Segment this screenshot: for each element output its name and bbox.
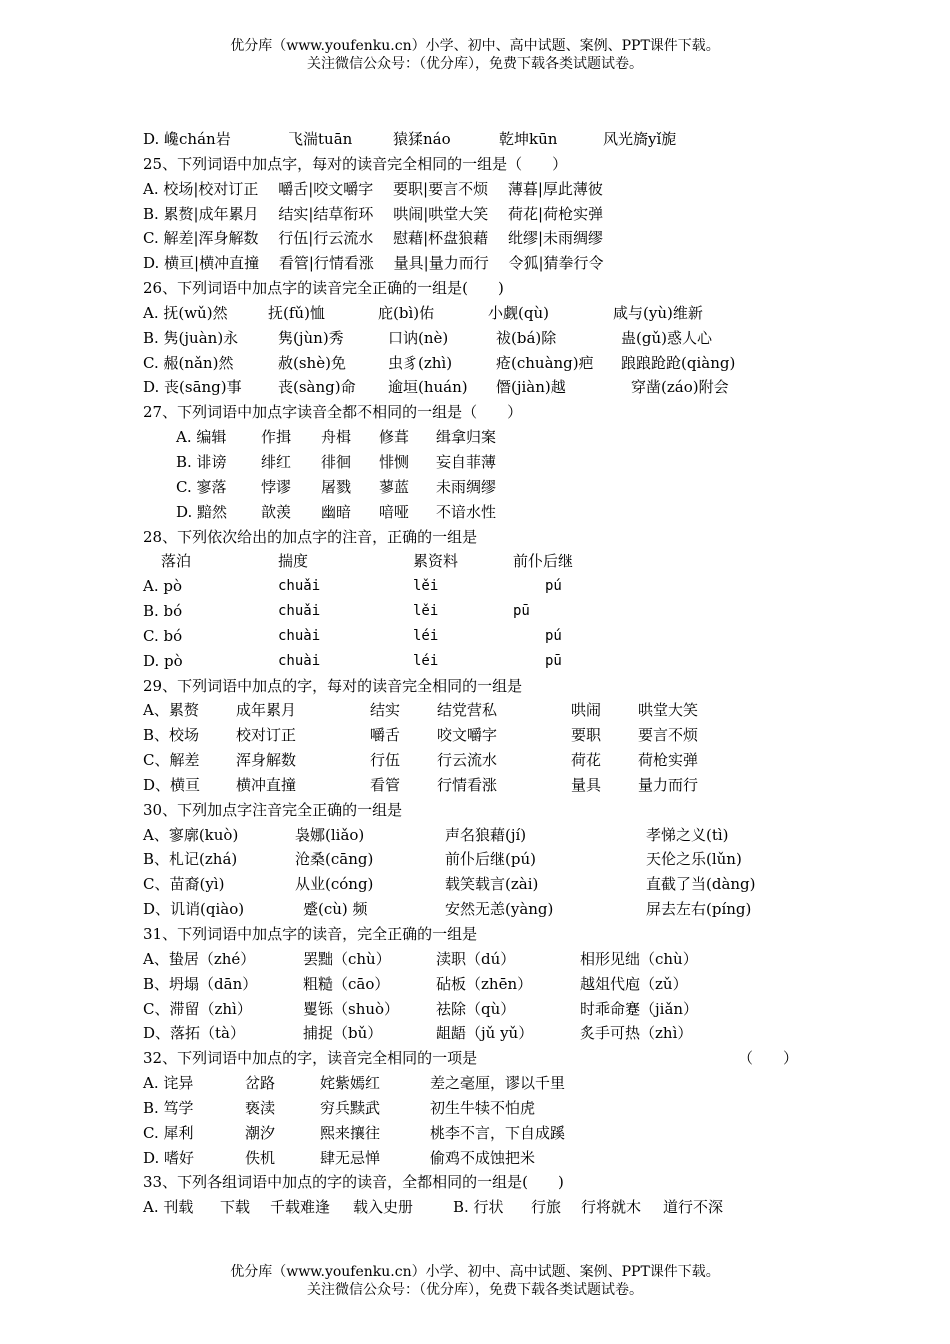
text-segment: 32、下列词语中加点的字，读音完全相同的一项是	[143, 1049, 478, 1068]
text-segment: 飞湍tuān	[288, 130, 353, 148]
text-segment: 绯红	[261, 452, 292, 471]
text-segment: 赦(shè)免	[278, 353, 346, 372]
text-line	[143, 574, 823, 599]
text-segment: C. 犀利	[143, 1123, 194, 1142]
text-segment: 舟楫	[321, 428, 352, 447]
text-segment: 穷兵黩武	[320, 1098, 381, 1117]
text-segment: C、苗裔(yì)	[143, 875, 225, 894]
text-segment: B、札记(zhá)	[143, 850, 238, 869]
text-segment: C. 赧(nǎn)然	[143, 353, 234, 372]
text-segment: 疮(chuàng)疤	[496, 353, 594, 372]
text-segment: 初生牛犊不怕虎	[430, 1098, 536, 1117]
page-header	[0, 37, 950, 73]
text-segment: B、坍塌（dān）	[143, 974, 258, 993]
text-line	[143, 922, 823, 947]
text-segment: 累资料	[413, 552, 459, 571]
text-line	[143, 1096, 823, 1121]
text-line	[143, 549, 823, 574]
text-segment: 行伍	[370, 751, 401, 770]
text-line	[143, 450, 823, 475]
text-segment: 隽(jùn)秀	[278, 328, 344, 347]
text-segment: B、校场	[143, 726, 200, 745]
text-segment: 前仆后继(pú)	[445, 850, 536, 869]
text-line	[143, 599, 823, 624]
text-segment: A. 刊载	[143, 1198, 194, 1217]
text-segment: D. 嗜好	[143, 1148, 195, 1167]
text-segment: 歆羡	[261, 502, 292, 521]
text-line	[143, 1071, 823, 1096]
text-segment: 罢黜（chù）	[303, 949, 391, 968]
question-content	[143, 127, 823, 1220]
text-segment: 咸与(yù)维新	[613, 303, 703, 322]
text-segment: 载入史册	[353, 1198, 414, 1217]
text-line	[143, 425, 823, 450]
text-line	[143, 351, 823, 376]
text-segment: chuǎi	[278, 578, 321, 595]
text-segment: 荷花	[571, 751, 602, 770]
text-segment: A. 诧异	[143, 1074, 194, 1093]
text-segment: C. bó	[143, 626, 183, 645]
text-line	[143, 500, 823, 525]
text-segment: 妄自菲薄	[436, 452, 497, 471]
text-line	[143, 649, 823, 674]
text-segment: D. 黯然	[176, 502, 228, 521]
text-segment: 幽暗	[321, 502, 352, 521]
text-segment: 乾坤kūn	[499, 130, 558, 148]
text-line	[143, 723, 823, 748]
text-line	[143, 127, 823, 152]
text-segment: 熙来攘往	[320, 1123, 381, 1142]
text-line	[143, 1170, 823, 1195]
text-segment: B. bó	[143, 602, 183, 621]
text-segment: 行情看涨	[437, 775, 498, 794]
text-segment: 差之毫厘，谬以千里	[430, 1074, 566, 1093]
text-segment: 行旅	[531, 1198, 562, 1217]
text-segment: 屠戮	[321, 477, 352, 496]
text-segment: 猿猱náo	[393, 130, 451, 148]
text-segment: D. 巉chán岩	[143, 130, 231, 148]
text-segment: 祓(bá)除	[496, 328, 557, 347]
text-line	[143, 1021, 823, 1046]
text-line	[143, 177, 823, 202]
text-segment: pú	[545, 627, 562, 644]
text-segment: chuài	[278, 652, 321, 669]
text-line	[143, 326, 823, 351]
text-segment: 载笑载言(zài)	[445, 875, 539, 894]
text-segment: lěi	[413, 603, 439, 620]
text-line	[143, 997, 823, 1022]
text-segment: 相形见绌（chù）	[580, 949, 698, 968]
text-line	[143, 375, 823, 400]
text-segment: 肆无忌惮	[320, 1148, 381, 1167]
text-segment: 27、下列词语中加点字读音全都不相同的一组是（ ）	[143, 403, 523, 422]
text-segment: 袅娜(liǎo)	[295, 825, 365, 844]
text-segment: 要言不烦	[638, 726, 699, 745]
text-segment: 荷枪实弹	[638, 751, 699, 770]
text-line	[143, 624, 823, 649]
text-segment: 佚机	[245, 1148, 276, 1167]
text-segment: 校对订正	[236, 726, 297, 745]
text-segment: 声名狼藉(jí)	[445, 825, 527, 844]
text-segment: 落泊	[161, 552, 192, 571]
text-segment: D. 丧(sāng)事	[143, 378, 242, 397]
text-segment: 道行不深	[663, 1198, 724, 1217]
text-segment: lěi	[413, 578, 439, 595]
text-segment: B. 隽(juàn)永	[143, 328, 239, 347]
text-segment: A、累赘	[143, 701, 199, 720]
text-segment: D. 横亘|横冲直撞 看管|行情看涨 量具|量力而行 令狐|猜拳行令	[143, 254, 604, 273]
text-segment: 直截了当(dàng)	[646, 875, 756, 894]
text-segment: chuǎi	[278, 603, 321, 620]
text-segment: 偷鸡不成蚀把米	[430, 1148, 536, 1167]
footer-line-2: 关注微信公众号：（优分库），免费下载各类试题试卷。	[307, 1282, 643, 1298]
text-segment: 25、下列词语中加点字，每对的读音完全相同的一组是（ ）	[143, 154, 568, 173]
text-line	[143, 475, 823, 500]
text-segment: A. 编辑	[176, 428, 227, 447]
text-segment: pū	[545, 652, 562, 669]
text-segment: 30、下列加点字注音完全正确的一组是	[143, 800, 403, 819]
text-segment: 嚼舌	[370, 726, 401, 745]
text-segment: A、蛰居（zhé）	[143, 949, 256, 968]
text-line	[143, 674, 823, 699]
text-line	[143, 1046, 823, 1071]
text-segment: 矍铄（shuò）	[303, 999, 400, 1018]
text-segment: 丧(sàng)命	[278, 378, 356, 397]
text-line	[143, 226, 823, 251]
text-segment: 沧桑(cāng)	[295, 850, 374, 869]
text-line	[143, 947, 823, 972]
text-segment: 未雨绸缪	[436, 477, 497, 496]
text-segment: 26、下列词语中加点字的读音完全正确的一组是( )	[143, 279, 504, 298]
text-segment: 蛊(gǔ)惑人心	[621, 328, 712, 347]
text-line	[143, 525, 823, 550]
text-segment: 29、下列词语中加点的字，每对的读音完全相同的一组是	[143, 676, 523, 695]
text-segment: 岔路	[245, 1074, 276, 1093]
text-segment: A. 抚(wǔ)然	[143, 303, 228, 322]
text-segment: A. pò	[143, 577, 183, 596]
text-line	[143, 152, 823, 177]
text-segment: 蓼蓝	[379, 477, 410, 496]
text-segment: C、滞留（zhì）	[143, 999, 252, 1018]
text-segment: C. 解差|浑身解数 行伍|行云流水 慰藉|杯盘狼藉 纰缪|未雨绸缪	[143, 229, 604, 248]
text-segment: 粗糙（cāo）	[303, 974, 390, 993]
text-segment: 天伦之乐(lǔn)	[646, 850, 742, 869]
text-segment: 时乖命蹇（jiǎn）	[580, 999, 699, 1018]
text-line	[143, 276, 823, 301]
text-segment: D、横亘	[143, 775, 201, 794]
text-segment: 要职	[571, 726, 602, 745]
text-segment: C、解差	[143, 751, 200, 770]
text-segment: 桃李不言，下自成蹊	[430, 1123, 566, 1142]
text-segment: 龃龉（jǔ yǔ）	[436, 1024, 534, 1043]
text-segment: 不谙水性	[436, 502, 497, 521]
text-segment: 咬文嚼字	[437, 726, 498, 745]
text-segment: 捕捉（bǔ）	[303, 1024, 383, 1043]
text-line	[143, 897, 823, 922]
text-segment: 作揖	[261, 428, 292, 447]
text-segment: B. 诽谤	[176, 452, 227, 471]
header-line-1: 优分库（www.youfenku.cn）小学、初中、高中试题、案例、PPT课件下载。	[230, 38, 720, 54]
text-segment: 徘徊	[321, 452, 352, 471]
text-segment: 砧板（zhēn）	[436, 974, 533, 993]
text-line	[143, 698, 823, 723]
text-segment: B. 笃学	[143, 1098, 194, 1117]
text-segment: 千载难逢	[270, 1198, 331, 1217]
text-segment: B. 累赘|成年累月 结实|结草衔环 哄闹|哄堂大笑 荷花|荷枪实弹	[143, 204, 604, 223]
text-line	[143, 251, 823, 276]
text-line	[143, 400, 823, 425]
text-segment: 下载	[220, 1198, 251, 1217]
text-segment: 庇(bì)佑	[378, 303, 435, 322]
page-footer	[0, 1263, 950, 1299]
text-segment: 炙手可热（zhì）	[580, 1024, 693, 1043]
text-segment: léi	[413, 627, 439, 644]
text-segment: 横冲直撞	[236, 775, 297, 794]
text-line	[143, 972, 823, 997]
text-segment: 渎职（dú）	[436, 949, 516, 968]
text-segment: A、寥廓(kuò)	[143, 825, 239, 844]
text-line	[143, 872, 823, 897]
text-segment: 看管	[370, 775, 401, 794]
text-segment: 祛除（qù）	[436, 999, 516, 1018]
text-segment: léi	[413, 652, 439, 669]
text-segment: 浑身解数	[236, 751, 297, 770]
text-segment: A. 校场|校对订正 嚼舌|咬文嚼字 要职|要言不烦 薄暮|厚此薄彼	[143, 179, 603, 198]
text-segment: 逾垣(huán)	[388, 378, 468, 397]
text-segment: 潮汐	[245, 1123, 276, 1142]
text-line	[143, 748, 823, 773]
text-segment: 结实	[370, 701, 401, 720]
text-segment: 前仆后继	[513, 552, 574, 571]
text-segment: B. 行状	[453, 1198, 504, 1217]
text-segment: 揣度	[278, 552, 309, 571]
text-segment: 缉拿归案	[436, 428, 497, 447]
text-segment: 悖谬	[261, 477, 292, 496]
text-segment: 蹙(cù) 频	[303, 900, 368, 919]
text-segment: pú	[545, 578, 562, 595]
text-segment: 哄堂大笑	[638, 701, 699, 720]
text-line	[143, 823, 823, 848]
text-segment: 口讷(nè)	[388, 328, 449, 347]
text-segment: 姹紫嫣红	[320, 1074, 381, 1093]
footer-line-1: 优分库（www.youfenku.cn）小学、初中、高中试题、案例、PPT课件下载。	[230, 1264, 720, 1280]
text-segment: 越俎代庖（zǔ）	[580, 974, 688, 993]
header-line-2: 关注微信公众号：（优分库），免费下载各类试题试卷。	[307, 56, 643, 72]
text-segment: 孝悌之义(tì)	[646, 825, 729, 844]
text-line	[143, 847, 823, 872]
text-segment: pū	[513, 603, 530, 620]
text-segment: 行云流水	[437, 751, 498, 770]
text-line	[143, 773, 823, 798]
text-line	[143, 798, 823, 823]
text-line	[143, 202, 823, 227]
text-segment: 33、下列各组词语中加点的字的读音，全都相同的一组是( )	[143, 1173, 564, 1192]
text-segment: 量具	[571, 775, 602, 794]
text-segment: C. 寥落	[176, 477, 227, 496]
text-segment: 风光旖yǐ旎	[603, 130, 677, 148]
text-line	[143, 301, 823, 326]
text-segment: D、讥诮(qiào)	[143, 900, 245, 919]
text-segment: 踉踉跄跄(qiàng)	[621, 353, 736, 372]
text-segment: 28、下列依次给出的加点字的注音，正确的一组是	[143, 527, 478, 546]
text-segment: 抚(fǔ)恤	[268, 303, 325, 322]
text-line	[143, 1121, 823, 1146]
text-segment: （ ）	[738, 1049, 799, 1068]
text-segment: 喑哑	[379, 502, 410, 521]
text-line	[143, 1146, 823, 1171]
text-segment: 虫豸(zhì)	[388, 353, 453, 372]
text-segment: 31、下列词语中加点字的读音，完全正确的一组是	[143, 925, 478, 943]
text-line	[143, 1195, 823, 1220]
text-segment: 悱恻	[379, 452, 410, 471]
text-segment: 僭(jiàn)越	[496, 378, 566, 397]
text-segment: 穿凿(záo)附会	[631, 378, 729, 397]
text-segment: chuài	[278, 627, 321, 644]
text-segment: 量力而行	[638, 775, 699, 794]
text-segment: 屏去左右(píng)	[646, 900, 752, 919]
text-segment: 结党营私	[437, 701, 498, 720]
text-segment: 修葺	[379, 428, 410, 447]
text-segment: 行将就木	[581, 1198, 642, 1217]
text-segment: D、落拓（tà）	[143, 1024, 245, 1043]
text-segment: 成年累月	[236, 701, 297, 720]
text-segment: 从业(cóng)	[295, 875, 374, 894]
text-segment: 亵渎	[245, 1098, 276, 1117]
text-segment: 哄闹	[571, 701, 602, 720]
text-segment: 安然无恙(yàng)	[445, 900, 554, 919]
text-segment: 小觑(qù)	[488, 303, 549, 322]
text-segment: D. pò	[143, 651, 183, 670]
